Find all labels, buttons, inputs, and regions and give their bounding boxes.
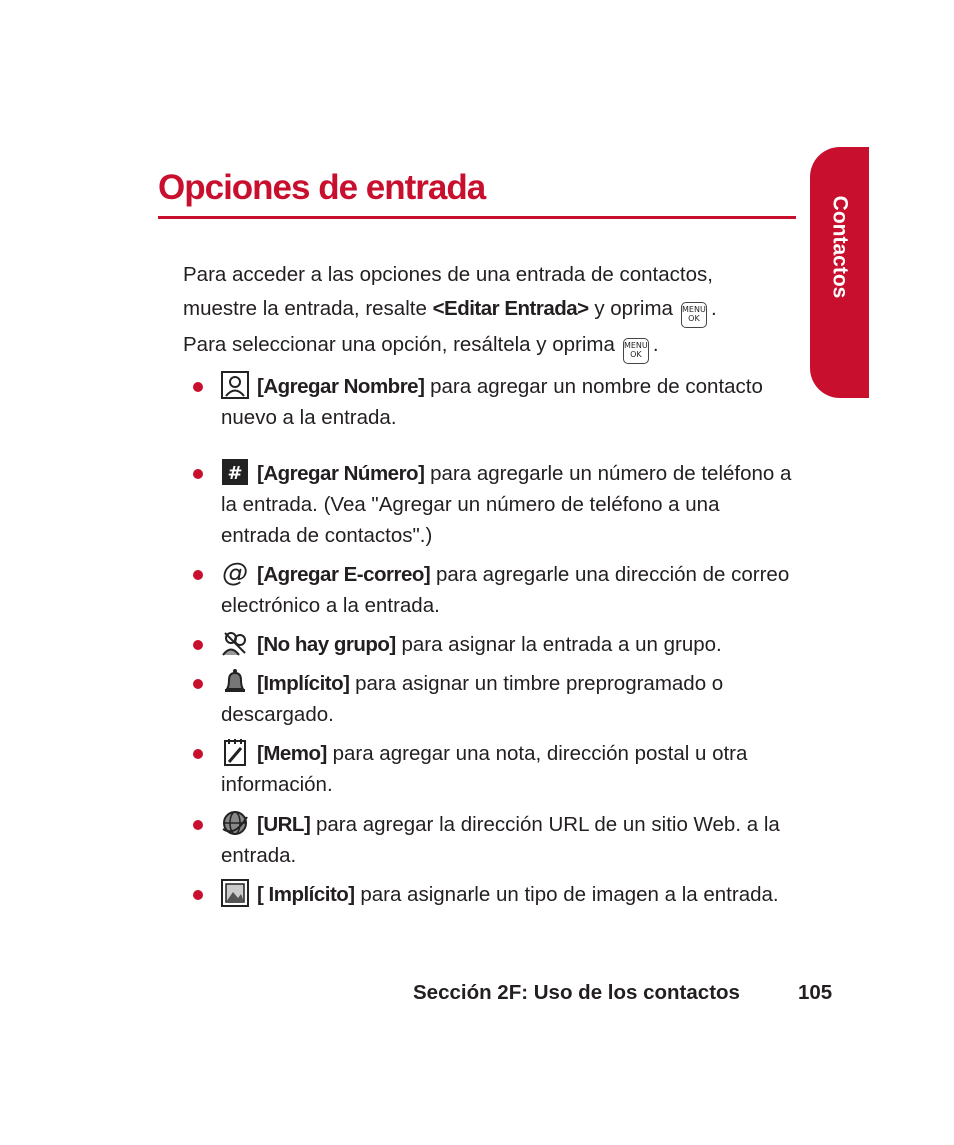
list-item: [URL] para agregar la dirección URL de un sitio Web. a la entrada.: [221, 809, 793, 871]
menu-ok-key-icon: MENU OK: [623, 338, 649, 364]
group-icon: [221, 629, 249, 657]
bullet-icon: [193, 890, 203, 900]
intro-line-3: Para seleccionar una opción, resáltela y oprima: [183, 333, 615, 356]
section-tab-label: Contactos: [828, 195, 852, 298]
page-title: Opciones de entrada: [158, 168, 486, 207]
at-icon: [221, 559, 249, 587]
list-item: # [Agregar Número] para agregarle un número de teléfono a la entrada. (Vea "Agregar un número de teléfono a una entrada de contactos".): [221, 458, 793, 551]
intro-line-2a: muestre la entrada, resalte: [183, 297, 427, 320]
svg-text:@: @: [222, 559, 248, 587]
bullet-icon: [193, 749, 203, 759]
person-icon: [221, 371, 249, 399]
picture-icon: [221, 879, 249, 907]
list-item: [Memo] para agregar una nota, dirección postal u otra información.: [221, 738, 793, 800]
bell-icon: [221, 668, 249, 696]
menu-ok-key-icon: MENU OK: [681, 302, 707, 328]
intro-paragraph: Para acceder a las opciones de una entrada de contactos, muestre la entrada, resalte <Editar Entrada> y oprima MENU OK . Para seleccionar una opción, resáltela y oprima MENU OK .: [183, 258, 783, 364]
list-item: [Agregar Nombre] para agregar un nombre de contacto nuevo a la entrada.: [221, 371, 793, 433]
memo-icon: [221, 738, 249, 766]
bullet-icon: [193, 469, 203, 479]
list-item: [ Implícito] para asignarle un tipo de imagen a la entrada.: [221, 879, 793, 910]
footer-section-title: Sección 2F: Uso de los contactos: [413, 981, 740, 1004]
list-item: [No hay grupo] para asignar la entrada a un grupo.: [221, 629, 793, 660]
intro-editar-entrada: <Editar Entrada>: [432, 297, 589, 320]
intro-line-1: Para acceder a las opciones de una entrada de contactos,: [183, 263, 713, 286]
bullet-icon: [193, 640, 203, 650]
page-number: 105: [798, 981, 833, 1004]
svg-text:#: #: [227, 463, 243, 484]
bullet-icon: [193, 679, 203, 689]
bullet-icon: [193, 570, 203, 580]
globe-icon: [221, 809, 249, 837]
list-item: [Implícito] para asignar un timbre preprogramado o descargado.: [221, 668, 793, 730]
bullet-icon: [193, 820, 203, 830]
bullet-icon: [193, 382, 203, 392]
list-item: @ [Agregar E-correo] para agregarle una dirección de correo electrónico a la entrada.: [221, 559, 793, 621]
intro-line-2b: y oprima: [594, 297, 673, 320]
number-icon: [221, 458, 249, 486]
